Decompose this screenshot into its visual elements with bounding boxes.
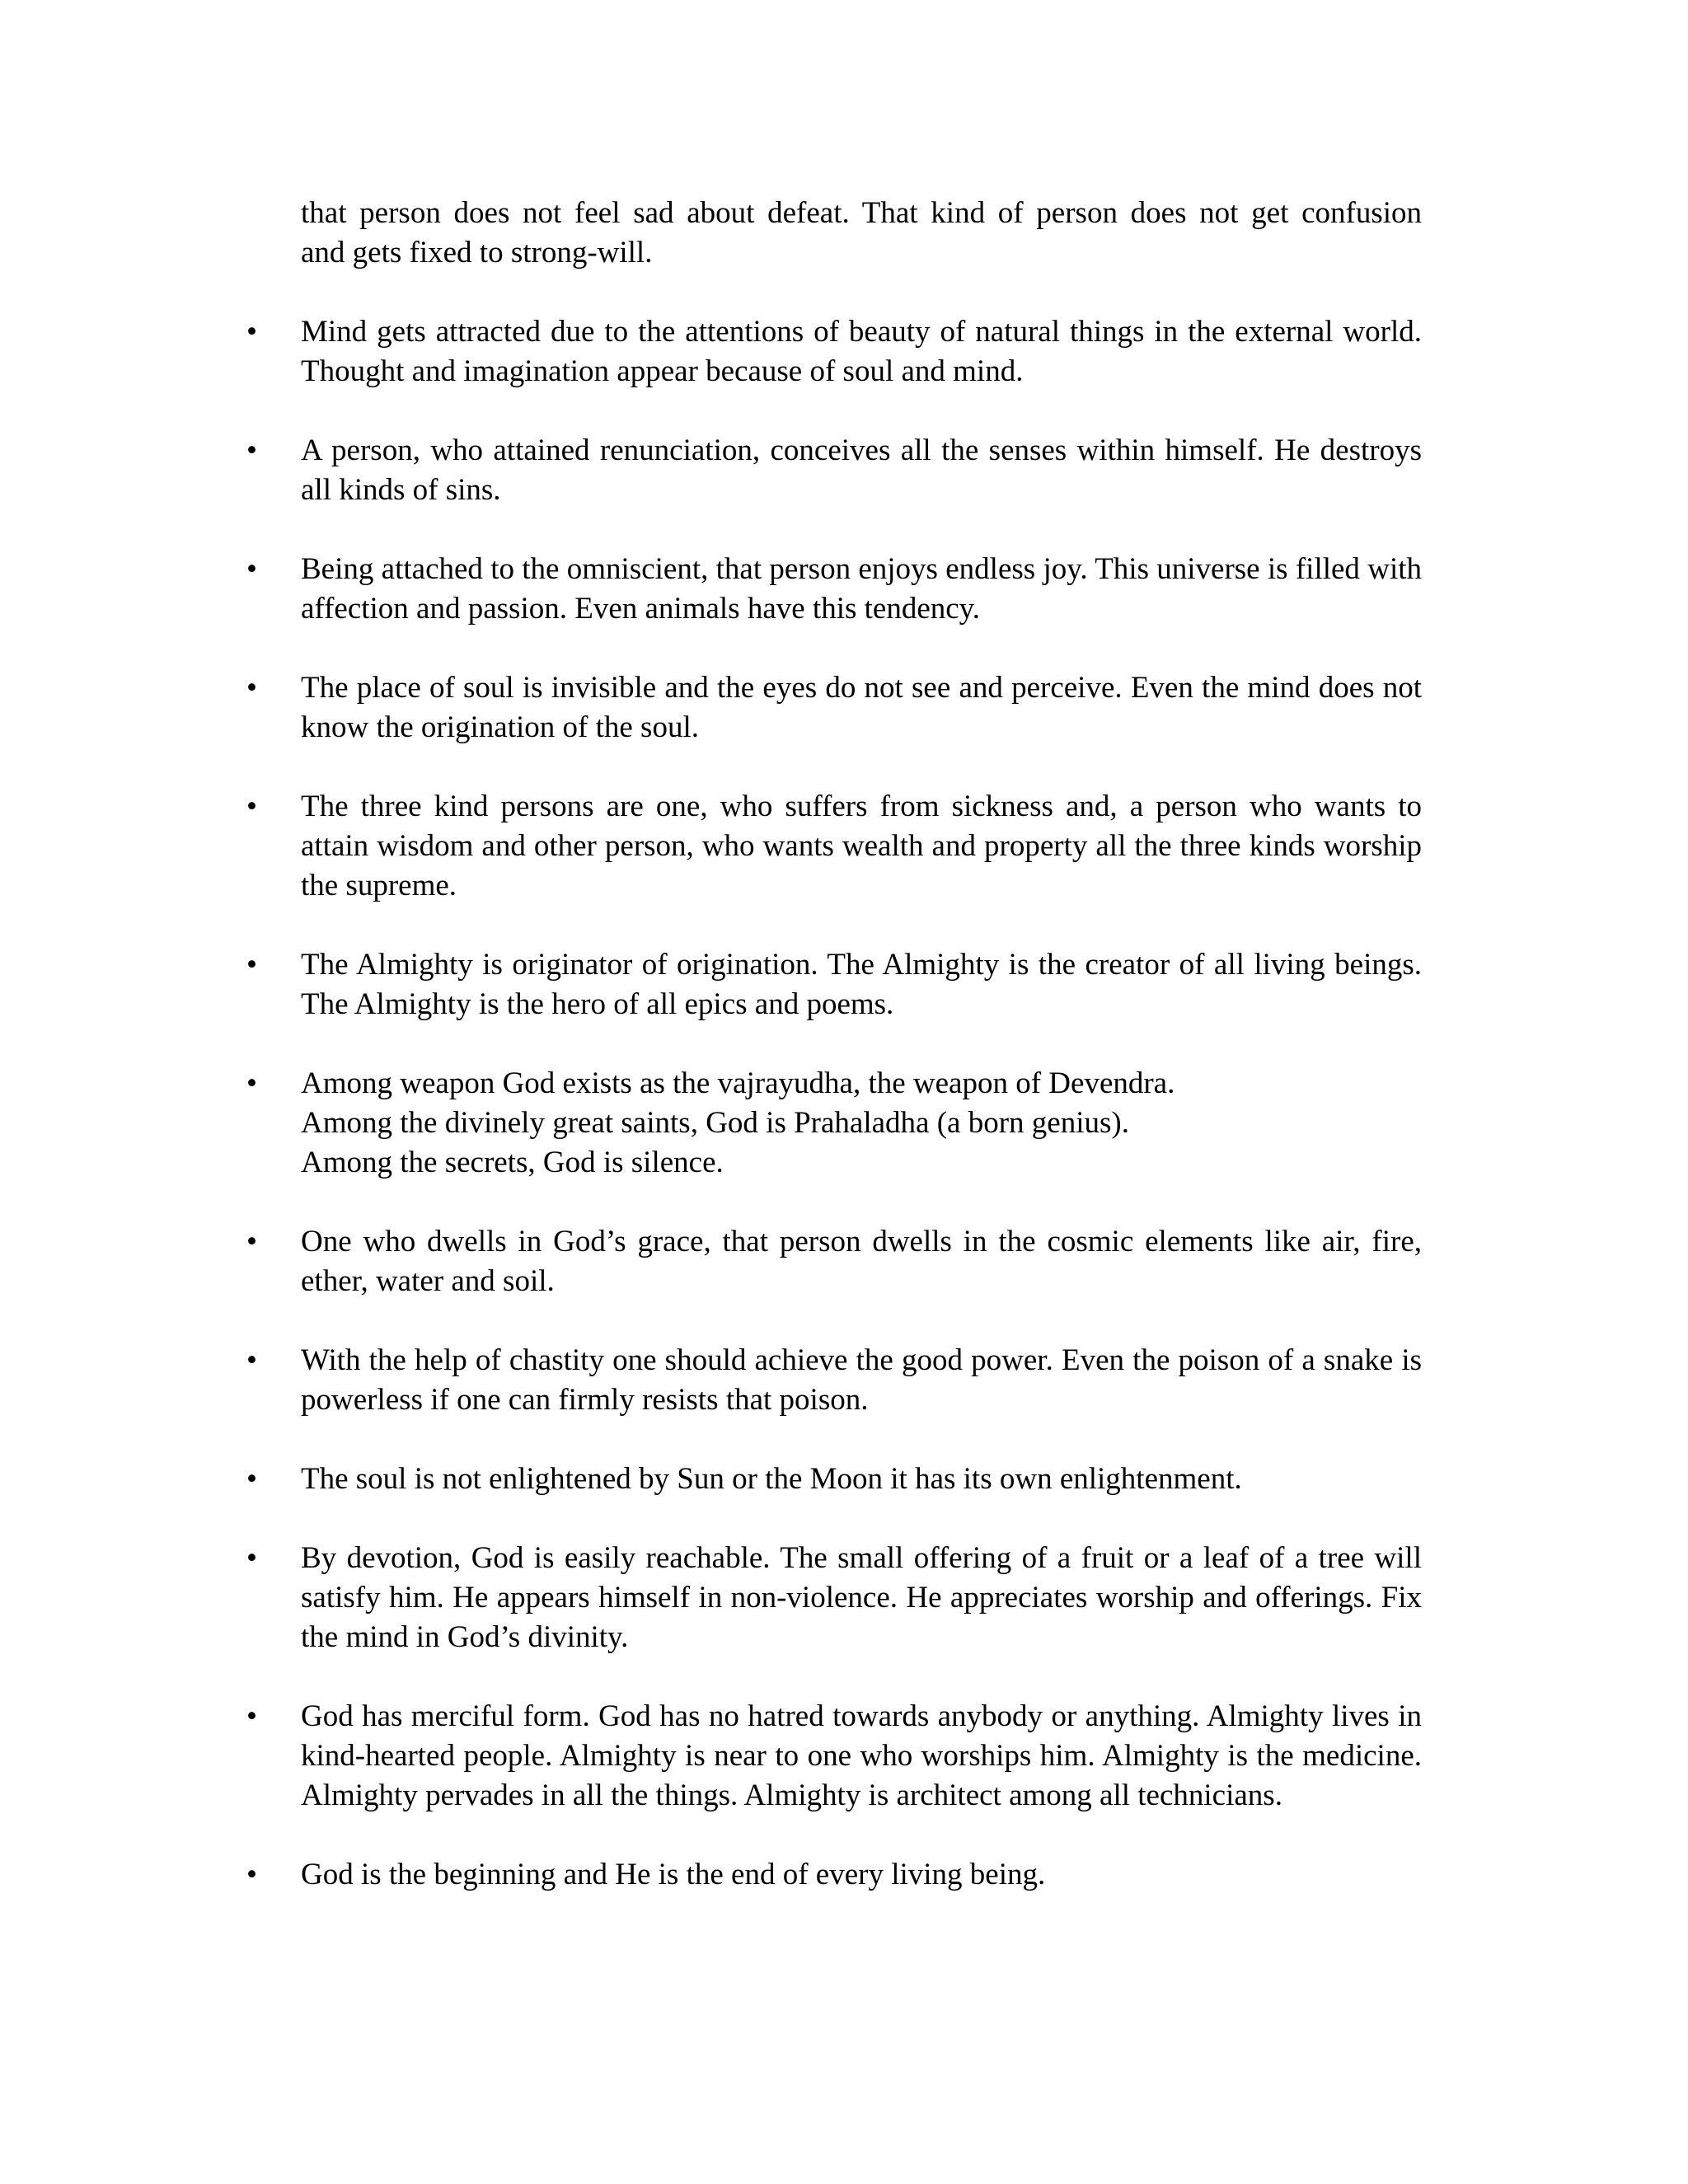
bullet-icon: • [246,434,257,467]
bullet-item [246,1855,1422,1895]
bullet-icon: • [246,1343,257,1377]
bullet-icon: • [246,948,257,982]
bullet-text: The soul is not enlightened by Sun or the Moon it has its own enlightenment. [301,1462,1242,1496]
bullet-item [246,1064,1422,1183]
bullet-icon: • [246,1225,257,1258]
continuation-line: that person does not feel sad about defeat. That kind of person does not get confusion [301,196,1422,230]
bullet-icon: • [246,671,257,705]
bullet-item [246,1222,1422,1301]
bullet-text: The three kind persons are one, who suffers from sickness and, a person who wants to attain wisdom and other person, who wants wealth and property all the three kinds worship the supreme. [301,790,1422,902]
bullet-item [246,431,1422,510]
bullet-text-line: Among the divinely great saints, God is Prahaladha (a born genius). [301,1106,1129,1140]
bullet-text: By devotion, God is easily reachable. The small offering of a fruit or a leaf of a tree will satisfy him. He appears himself in non-violence. He appreciates worship and offerings. Fix the mind in God’s divinity. [301,1541,1422,1654]
bullet-item [246,787,1422,906]
bullet-item [246,668,1422,748]
bullet-icon: • [246,1462,257,1496]
bullet-item [246,1697,1422,1816]
bullet-icon: • [246,1699,257,1733]
bullet-text: God is the beginning and He is the end of every living being. [301,1858,1046,1891]
bullet-icon: • [246,315,257,349]
bullet-item [246,1539,1422,1657]
bullet-text: Mind gets attracted due to the attentions of beauty of natural things in the external world. Thought and imagination appear because of soul and mind. [301,315,1422,388]
bullet-text: The Almighty is originator of origination. The Almighty is the creator of all living beings. The Almighty is the hero of all epics and poems. [301,948,1422,1021]
text-block [246,194,1422,1895]
bullet-icon: • [246,790,257,823]
bullet-text: With the help of chastity one should achieve the good power. Even the poison of a snake is powerless if one can firmly resists that poison. [301,1343,1422,1417]
bullet-item [246,1460,1422,1499]
bullet-item [246,312,1422,391]
continuation-line: and gets fixed to strong-will. [301,236,653,269]
bullet-item [246,1341,1422,1420]
continuation-paragraph [301,194,1422,273]
bullet-text: Being attached to the omniscient, that person enjoys endless joy. This universe is filled with affection and passion. Even animals have this tendency. [301,552,1422,626]
bullet-icon: • [246,552,257,586]
bullet-icon: • [246,1066,257,1100]
bullet-text-line: Among the secrets, God is silence. [301,1146,724,1179]
bullet-text: The place of soul is invisible and the eyes do not see and perceive. Even the mind does not know the origination of the soul. [301,671,1422,744]
bullet-icon: • [246,1541,257,1575]
bullet-text [301,1064,1422,1183]
bullet-text: God has merciful form. God has no hatred towards anybody or anything. Almighty lives in kind-hearted people. Almighty is near to one who worships him. Almighty is the medicine. Almighty pervades in all the things. Almighty is architect among all technicians. [301,1699,1422,1812]
bullet-item [246,945,1422,1024]
bullet-text: One who dwells in God’s grace, that person dwells in the cosmic elements like air, fire, ether, water and soil. [301,1225,1422,1298]
bullet-item [246,550,1422,629]
bullet-icon: • [246,1858,257,1891]
bullet-text-line: Among weapon God exists as the vajrayudha, the weapon of Devendra. [301,1066,1175,1100]
bullet-text: A person, who attained renunciation, conceives all the senses within himself. He destroys all kinds of sins. [301,434,1422,507]
